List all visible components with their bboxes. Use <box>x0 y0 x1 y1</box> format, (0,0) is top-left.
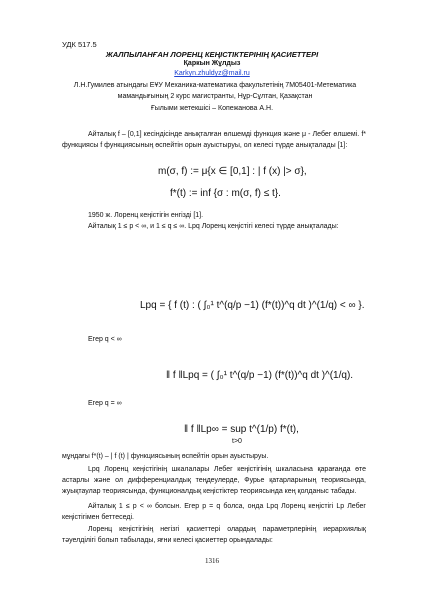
paragraph-case-q-finite: Егер q < ∞ <box>88 336 122 343</box>
paragraph-definition: Айталық f – [0,1] кесіндісінде анықталған өлшемді функция және μ - Лебег өлшемі. f* функциясы f функциясының өспейтін орын ауыстыруы, ол келесі түрде анықталады [1]: <box>62 131 366 149</box>
paragraph-lorentz-history: 1950 ж. Лоренц кеңістігін енгізді [1]. <box>88 212 204 219</box>
udc-code: УДК 517.5 <box>62 40 97 49</box>
equation-lorentz-norm-infinite: ‖ f ‖Lp∞ = sup t^(1/p) f*(t), <box>184 424 299 435</box>
paragraph-rearrangement-note: мұндағы f*(t) – | f (t) | функциясының өспейтін орын ауыстыруы. <box>62 453 269 460</box>
paragraph-lorentz-params: Айталық 1 ≤ p < ∞, и 1 ≤ q ≤ ∞. Lpq Лоренц кеңістігі келесі түрде анықталады: <box>88 223 339 230</box>
author-email-link[interactable]: Karkyn.zhuldyz@mail.ru <box>174 70 250 77</box>
page-number: 1316 <box>205 557 219 565</box>
equation-lorentz-space-definition: Lpq = { f (t) : ( ∫₀¹ t^(q/p −1) (f*(t))^q dt )^(1/q) < ∞ }. <box>140 300 365 311</box>
paragraph-lebesgue-coincidence: Айталық 1 ≤ p < ∞ болсын. Егер p = q болса, онда Lpq Лоренц кеңістігі Lp Лебег кеңістігімен беттеседі. <box>62 503 366 521</box>
equation-distribution-function: m(σ, f) := μ{x ∈ [0,1] : | f (x) |> σ}, <box>158 166 307 177</box>
equation-decreasing-rearrangement: f*(t) := inf {σ : m(σ, f) ≤ t}. <box>170 188 281 199</box>
paragraph-hierarchy: Лоренц кеңістігінің негізгі қасиеттері олардың параметрлерінің иерархиялық тәуелділігі болып табылады, яғни келесі қасиеттер орындалады: <box>62 526 366 544</box>
paragraph-lorentz-applications: Lpq Лоренц кеңістігінің шкалалары Лебег кеңістігінің шкаласына қарағанда өте астарлы және ол дифференциалдық теңдеулерде, Фурье қатарларының теориясында, жуықтаулар теориясында, функционалдық кеңістіктер теориясында кең қолданыс табады. <box>62 466 366 495</box>
paragraph-case-q-infinite: Егер q = ∞ <box>88 400 122 407</box>
author-name: Қаркын Жұлдыз <box>183 60 241 67</box>
paper-title: ЖАЛПЫЛАНҒАН ЛОРЕНЦ КЕҢІСТІКТЕРІНІҢ ҚАСИЕТТЕРІ <box>105 50 319 59</box>
scientific-supervisor: Ғылыми жетекшісі – Копежанова А.Н. <box>150 105 274 112</box>
equation-sup-subscript: t>0 <box>232 438 242 445</box>
author-affiliation: Л.Н.Гумилев атындағы ЕҰУ Механика-математика факультетінің 7М05401-Метематика мамандығының 2 курс магистранты, Нұр-Сұлтан, Қазақстан <box>73 82 357 100</box>
equation-lorentz-norm-finite: ‖ f ‖Lpq = ( ∫₀¹ t^(q/p −1) (f*(t))^q dt )^(1/q). <box>166 370 354 381</box>
